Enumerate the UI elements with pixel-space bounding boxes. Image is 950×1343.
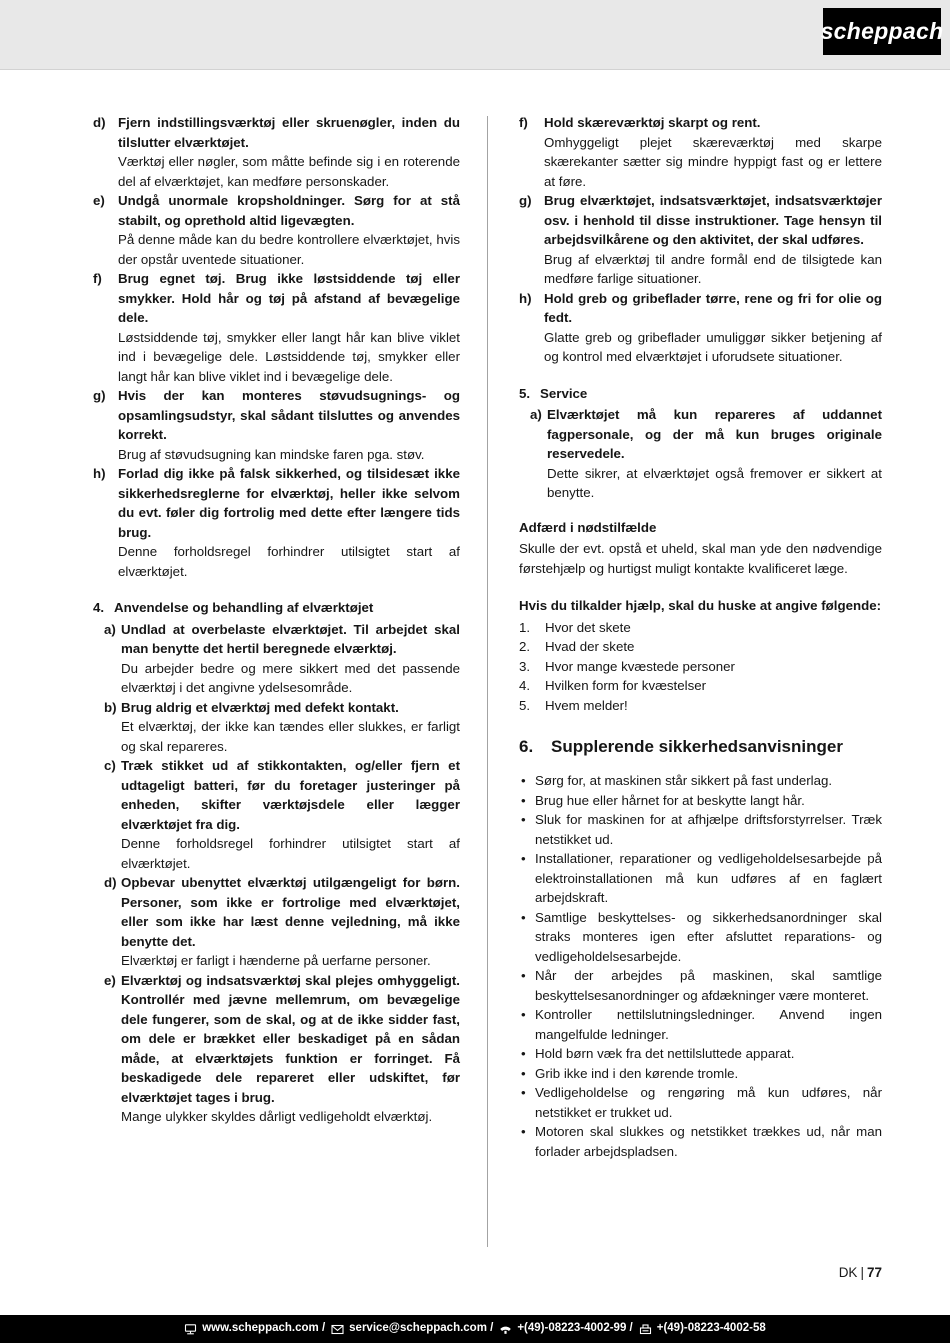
numbered-item — [519, 657, 882, 677]
lettered-list-dh — [93, 113, 460, 581]
item-body-text: Denne forholdsregel forhindrer utilsigtet start af elværktøjet. — [118, 544, 460, 579]
item-bold-text: Hvis der kan monteres støvudsugnings- og opsamlingsudstyr, skal sådant tilsluttes og anvendes korrekt. — [118, 388, 460, 442]
item-body-text: Værktøj eller nøgler, som måtte befinde sig i en roterende del af elværktøjet, kan medføre personskader. — [118, 154, 460, 189]
bullet-item — [519, 908, 882, 967]
footer-email — [331, 1319, 493, 1339]
item-label: g) — [93, 388, 106, 403]
column-divider — [487, 116, 488, 1247]
bullet-marker: • — [521, 792, 526, 808]
item-label: a) — [104, 621, 116, 637]
item-label: f) — [519, 115, 528, 130]
bullet-item — [519, 966, 882, 1005]
item-label: h) — [93, 466, 106, 481]
numbered-item-text: Hvor mange kvæstede personer — [545, 658, 735, 674]
footer-fax-text: +(49)-08223-4002-58 — [656, 1322, 766, 1335]
bullet-marker: • — [521, 909, 526, 925]
item-body-text: Du arbejder bedre og mere sikkert med det passende elværktøj i det angivne ydelsesområde. — [121, 660, 460, 695]
list-item — [93, 464, 460, 581]
numbered-item-text: Hvem melder! — [545, 697, 628, 713]
item-label: e) — [93, 193, 105, 208]
bullet-text: Sørg for, at maskinen står sikkert på fast underlag. — [535, 773, 833, 788]
item-bold-text: Brug elværktøjet, indsatsværktøjet, indsatsværktøjer osv. i henhold til disse instruktioner. Tage hensyn til arbejdsvilkårene og den aktivitet, der skal udføres. — [544, 193, 882, 247]
item-label: g) — [519, 193, 532, 208]
header-band — [0, 0, 950, 70]
lettered-list-fh — [519, 113, 882, 367]
bullet-marker: • — [521, 1085, 526, 1100]
scheppach-logo — [820, 8, 944, 55]
numbered-item-label: 1. — [519, 619, 531, 635]
item-bold-text: Opbevar ubenyttet elværktøj utilgængeligt for børn. Personer, som ikke er fortrolige med elværktøjet, eller som ikke har læst denne vejledning, må ikke benytte det. — [121, 875, 460, 949]
bullet-text: Kontroller nettilslutningsledninger. Anvend ingen mangelfulde ledninger. — [535, 1007, 882, 1042]
section-5-title: Service — [540, 385, 588, 401]
logo-text: scheppach — [820, 17, 944, 44]
numbered-item-text: Hvad der skete — [545, 639, 635, 654]
bullet-marker: • — [521, 1124, 526, 1139]
item-bold-text: Elværktøjet må kun repareres af uddannet fagpersonale, og der må kun bruges originale reservedele. — [547, 407, 882, 461]
item-label: c) — [104, 758, 116, 773]
page-number-separator: | — [860, 1264, 864, 1280]
bullet-item — [519, 771, 882, 791]
list-item — [93, 113, 460, 191]
item-bold-text: Brug aldrig et elværktøj med defekt kontakt. — [121, 699, 399, 715]
item-label: a) — [530, 407, 542, 422]
help-call-heading: Hvis du tilkalder hjælp, skal du huske at angive følgende: — [519, 598, 882, 613]
footer-phone-text: +(49)-08223-4002-99 / — [517, 1322, 633, 1335]
bullet-text: Installationer, reparationer og vedligeholdelsesarbejde på elektroinstallationen må kun udføres af en faglært arbejdskraft. — [535, 851, 882, 905]
section-6-number: 6. — [519, 737, 534, 756]
bullet-text: Hold børn væk fra det nettilsluttede apparat. — [535, 1046, 795, 1061]
list-item — [104, 971, 460, 1127]
footer-bar — [0, 1315, 950, 1343]
bullet-item — [519, 1083, 882, 1122]
list-item — [93, 269, 460, 386]
safety-bullet-list — [519, 771, 882, 1161]
bullet-text: Motoren skal slukkes og netstikket trækkes ud, når man forlader arbejdspladsen. — [535, 1124, 882, 1159]
list-item — [93, 386, 460, 464]
item-bold-text: Elværktøj og indsatsværktøj skal plejes omhyggeligt. Kontrollér med jævne mellemrum, om bevægelige dele fungerer, som de skal, og at de ikke sidder fast, om dele er brækket eller beskadiget på en sådan måde, at elværktøjets funktion er forringet. Få beskadigede dele repareret eller udskiftet, før elværktøjet tages i brug. — [121, 972, 460, 1105]
section-6-title: Supplerende sikkerhedsanvisninger — [551, 737, 843, 756]
item-bold-text: Fjern indstillingsværktøj eller skruenøgler, inden du tilslutter elværktøjet. — [118, 115, 460, 150]
emergency-heading: Adfærd i nødstilfælde — [519, 519, 657, 535]
numbered-item-label: 4. — [519, 678, 531, 693]
item-label: b) — [104, 699, 117, 715]
footer-website — [184, 1319, 325, 1339]
bullet-item — [519, 1005, 882, 1044]
computer-icon — [184, 1324, 197, 1335]
numbered-item — [519, 676, 882, 696]
item-body-text: Brug af støvudsugning kan mindske faren pga. støv. — [118, 446, 425, 462]
list-item — [104, 698, 460, 757]
item-body-text: Brug af elværktøj til andre formål end de tilsigtede kan medføre farlige situationer. — [544, 251, 882, 286]
item-bold-text: Undgå unormale kropsholdninger. Sørg for at stå stabilt, og oprethold altid ligevægten. — [118, 193, 460, 228]
phone-icon — [499, 1324, 512, 1335]
numbered-item — [519, 618, 882, 638]
emergency-paragraph: Skulle der evt. opstå et uheld, skal man yde den nødvendige førstehjælp og hurtigst muligt kontakte kvalificeret læge. — [519, 541, 882, 576]
item-body-text: Elværktøj er farligt i hænderne på uerfarne personer. — [121, 953, 431, 968]
bullet-marker: • — [521, 1046, 526, 1061]
item-bold-text: Undlad at overbelaste elværktøjet. Til arbejdet skal man benytte det hertil beregnede elværktøj. — [121, 621, 460, 656]
item-body-text: Glatte greb og gribeflader umuliggør sikker betjening af og kontrol med elværktøjet i uforudsete situationer. — [544, 329, 882, 364]
item-label: d) — [93, 115, 106, 130]
section-4-number: 4. — [93, 600, 105, 615]
footer-phone — [499, 1319, 632, 1339]
fax-icon — [639, 1324, 652, 1335]
footer-website-text: www.scheppach.com / — [202, 1322, 326, 1335]
bullet-item — [519, 810, 882, 849]
page-number-value: 77 — [866, 1264, 882, 1280]
item-bold-text: Forlad dig ikke på falsk sikkerhed, og tilsidesæt ikke sikkerhedsreglerne for elværktøj, heller ikke selvom du evt. føler dig fortrolig med dette efter længere tids brug. — [118, 466, 460, 540]
bullet-item — [519, 1044, 882, 1064]
numbered-item — [519, 696, 882, 716]
bullet-item — [519, 1122, 882, 1161]
list-item — [519, 191, 882, 289]
section-4-heading — [93, 598, 460, 618]
numbered-item-text: Hvilken form for kvæstelser — [545, 678, 707, 693]
list-item — [104, 620, 460, 698]
footer-email-text: service@scheppach.com / — [349, 1322, 494, 1335]
section-5-heading — [519, 384, 882, 404]
item-bold-text: Hold skæreværktøj skarpt og rent. — [544, 115, 761, 130]
item-body-text: Dette sikrer, at elværktøjet også fremover er sikkert at benytte. — [547, 465, 882, 500]
help-numbered-list — [519, 618, 882, 716]
item-bold-text: Brug egnet tøj. Brug ikke løstsiddende tøj eller smykker. Hold hår og tøj på afstand af bevægelige dele. — [118, 271, 460, 325]
numbered-item-text: Hvor det skete — [545, 619, 631, 635]
lettered-list-section5 — [519, 405, 882, 503]
page-number — [839, 1263, 882, 1283]
item-label: f) — [93, 271, 102, 286]
bullet-item — [519, 849, 882, 908]
bullet-text: Sluk for maskinen for at afhjælpe driftsforstyrrelser. Træk netstikket ud. — [535, 812, 882, 847]
bullet-marker: • — [521, 1065, 526, 1081]
section-4-title: Anvendelse og behandling af elværktøjet — [114, 600, 374, 615]
item-bold-text: Træk stikket ud af stikkontakten, og/eller fjern et udtageligt batteri, før du foretager justeringer på enheden, skifter værktøjsdele eller lægger elværktøjet fra dig. — [121, 758, 460, 832]
bullet-item — [519, 1064, 882, 1084]
item-body-text: Løstsiddende tøj, smykker eller langt hår kan blive viklet ind i bevægelige dele. Løstsiddende tøj, smykker eller langt hår kan blive viklet ind i bevægelige dele. — [118, 329, 460, 384]
envelope-icon — [331, 1324, 344, 1335]
item-bold-text: Hold greb og gribeflader tørre, rene og fri for olie og fedt. — [544, 290, 882, 325]
bullet-item — [519, 791, 882, 811]
numbered-item-label: 2. — [519, 639, 531, 654]
bullet-text: Samtlige beskyttelses- og sikkerhedsanordninger skal straks monteres igen efter afsluttet reparations- og vedligeholdelsesarbejde. — [535, 909, 882, 964]
item-label: d) — [104, 875, 117, 890]
numbered-item-label: 3. — [519, 658, 531, 674]
bullet-text: Vedligeholdelse og rengøring må kun udføres, når netstikket er trukket ud. — [535, 1085, 882, 1120]
list-item — [519, 113, 882, 191]
list-item — [104, 873, 460, 971]
bullet-marker: • — [521, 968, 526, 983]
item-label: e) — [104, 972, 116, 988]
page-number-label: DK — [838, 1264, 858, 1280]
item-body-text: Mange ulykker skyldes dårligt vedligeholdt elværktøj. — [121, 1109, 433, 1124]
item-body-text: Omhyggeligt plejet skæreværktøj med skarpe skærekanter sætter sig mindre hyppigt fast og er lettere at føre. — [544, 134, 882, 189]
bullet-marker: • — [521, 851, 526, 866]
numbered-item-label: 5. — [519, 697, 531, 713]
list-item — [104, 756, 460, 873]
bullet-marker: • — [521, 812, 526, 827]
bullet-text: Brug hue eller hårnet for at beskytte langt hår. — [535, 792, 805, 808]
section-5-number: 5. — [519, 385, 531, 401]
item-body-text: Denne forholdsregel forhindrer utilsigtet start af elværktøjet. — [121, 836, 460, 871]
left-column — [93, 113, 460, 1127]
list-item — [530, 405, 882, 503]
footer-fax — [639, 1319, 766, 1339]
page-content — [93, 113, 882, 1247]
right-column — [519, 113, 882, 1161]
list-item — [93, 191, 460, 269]
bullet-marker: • — [521, 1007, 526, 1022]
lettered-list-section4 — [93, 620, 460, 1127]
item-body-text: Et elværktøj, der ikke kan tændes eller slukkes, er farligt og skal repareres. — [121, 719, 460, 754]
bullet-marker: • — [521, 773, 526, 788]
numbered-item — [519, 637, 882, 657]
item-body-text: På denne måde kan du bedre kontrollere elværktøjet, hvis der opstår uventede situationer. — [118, 232, 460, 267]
list-item — [519, 289, 882, 367]
item-label: h) — [519, 290, 532, 306]
section-6-heading — [519, 736, 882, 758]
bullet-text: Grib ikke ind i den kørende tromle. — [535, 1065, 739, 1081]
bullet-text: Når der arbejdes på maskinen, skal samtlige beskyttelsesanordninger og afdækninger være monteret. — [535, 968, 882, 1003]
